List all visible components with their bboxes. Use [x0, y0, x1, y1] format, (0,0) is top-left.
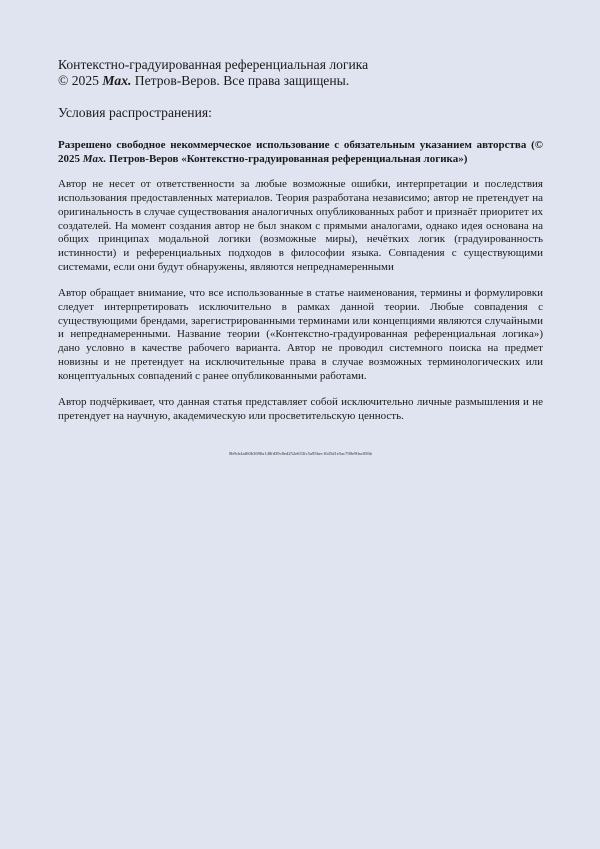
license-notice: [58, 139, 543, 166]
copyright-suffix: Петров-Веров. Все права защищены.: [131, 73, 350, 88]
license-notice-author-short: Max.: [82, 152, 107, 165]
license-notice-part2: Петров-Веров «Контекстно-градуированная референциальная логика»): [106, 152, 468, 165]
section-heading: Условия распространения:: [58, 105, 212, 120]
disclaimer-paragraph-personal: Автор подчёркивает, что данная статья представляет собой исключительно личные размышления и не претендует на научную, академическую или просветительскую ценность.: [58, 396, 543, 422]
document-hash: 8b9cb4af60b3690a148fd39c8ed252e653fc5a95bec1645d1e5ac700e90ac056b: [229, 450, 372, 456]
document-title: Контекстно-градуированная референциальная логика: [58, 57, 369, 72]
document-page: [58, 57, 543, 457]
license-notice-part1: Разрешено свободное некоммерческое использование с обязательным указанием авторства (© 2025: [58, 139, 543, 165]
copyright-line: [58, 73, 543, 89]
disclaimer-paragraph-liability: Автор не несет от ответственности за любые возможные ошибки, интерпретации и последствия использования предоставленных материалов. Теория разработана независимо; автор не претендует на оригинальность в случае существования аналогичных опубликованных работ и признаёт приоритет их создателей. На момент создания автор не был знаком с прямыми аналогами, однако идея основана на общих принципах модальной логики (возможные миры), нечётких логик (градуированность истинности) и референциальных подходов в философии языка. Совпадения с существующими системами, если они будут обнаружены, являются непреднамеренными: [58, 178, 543, 273]
copyright-prefix: © 2025: [58, 73, 103, 88]
disclaimer-paragraph-terminology: Автор обращает внимание, что все использованные в статье наименования, термины и формулировки следует интерпретировать исключительно в рамках данной теории. Любые совпадения с существующими брендами, зарегистрированными терминами или концепциями являются случайными и непреднамеренными. Название теории («Контекстно-градуированная референциальная логика») дано условно в качестве рабочего варианта. Автор не проводил системного поиска на предмет новизны и не претендует на исключительные права в случае возможных терминологических или концептуальных совпадений с ранее опубликованными работами.: [58, 287, 543, 382]
copyright-author-short: Max.: [102, 73, 132, 88]
